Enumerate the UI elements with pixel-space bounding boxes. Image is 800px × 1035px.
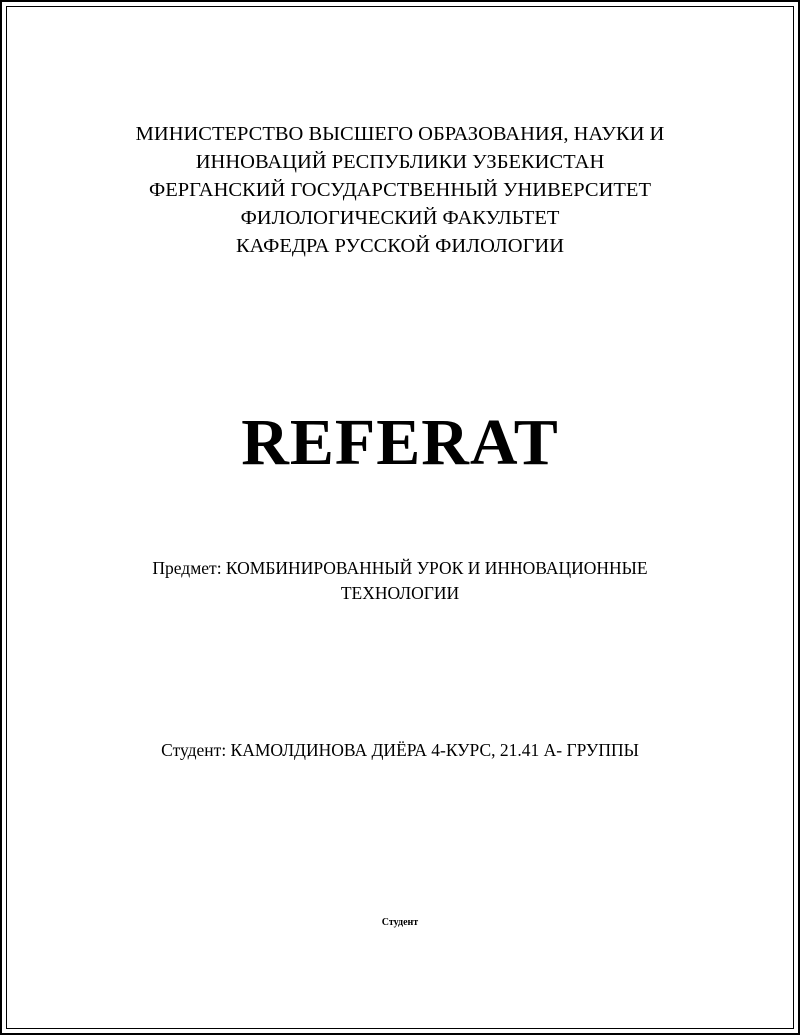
subject-line-1: Предмет: КОМБИНИРОВАННЫЙ УРОК И ИННОВАЦИОННЫЕ	[152, 558, 648, 578]
institution-header	[0, 120, 800, 260]
document-title: REFERAT	[241, 406, 559, 479]
student-info: Студент: КАМОЛДИНОВА ДИЁРА 4-КУРС, 21.41 А- ГРУППЫ	[161, 740, 639, 760]
header-line-country: ИННОВАЦИЙ РЕСПУБЛИКИ УЗБЕКИСТАН	[195, 151, 605, 173]
footer-student-label: Студент	[381, 917, 419, 928]
subject-block	[0, 556, 800, 606]
header-line-faculty: ФИЛОЛОГИЧЕСКИЙ ФАКУЛЬТЕТ	[240, 207, 560, 229]
header-line-department: КАФЕДРА РУССКОЙ ФИЛОЛОГИИ	[235, 235, 565, 257]
subject-line-2: ТЕХНОЛОГИИ	[340, 583, 460, 603]
header-line-ministry: МИНИСТЕРСТВО ВЫСШЕГО ОБРАЗОВАНИЯ, НАУКИ И	[135, 123, 665, 145]
header-line-university: ФЕРГАНСКИЙ ГОСУДАРСТВЕННЫЙ УНИВЕРСИТЕТ	[149, 179, 651, 201]
